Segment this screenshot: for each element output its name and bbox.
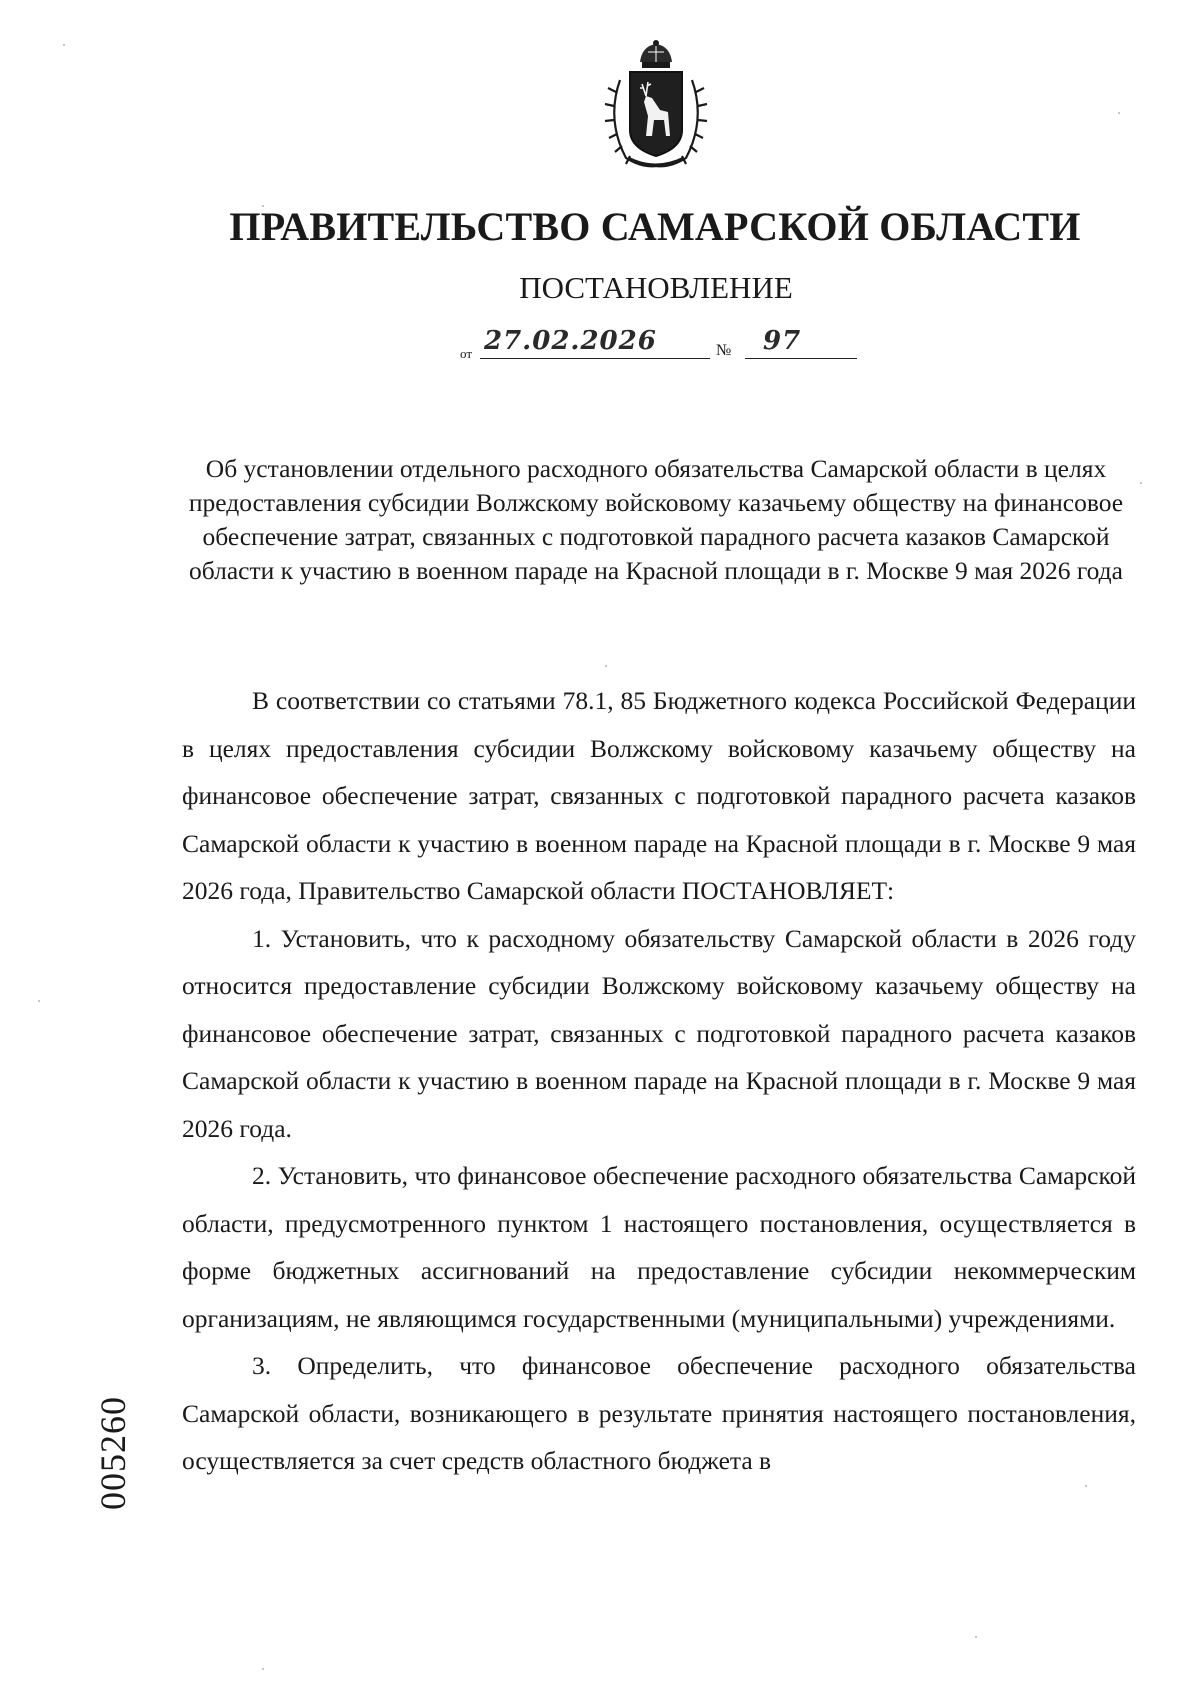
scan-speck [605,665,607,667]
coat-of-arms-emblem [596,40,716,172]
date-field [480,326,710,359]
margin-serial-number: 005260 [93,1396,133,1510]
scan-speck [1118,112,1120,114]
scan-speck [1140,482,1142,484]
body-paragraph: 1. Установить, что к расходному обязательству Самарской области в 2026 году относится предоставление субсидии Волжскому войсковому казачьему обществу на финансовое обеспечение затрат, связанных с подготовкой парадного расчета казаков Самарской области к участию в военном параде на Красной площади в г. Москве 9 мая 2026 года. [182,923,1136,1143]
number-sign: № [716,342,732,359]
crown-icon [640,40,672,68]
number-field [745,326,857,359]
date-and-number-line [460,326,860,366]
organization-title: ПРАВИТЕЛЬСТВО САМАРСКОЙ ОБЛАСТИ [229,204,1081,249]
document-subject: Об установлении отдельного расходного обязательства Самарской области в целях предоставления субсидии Волжскому войсковому казачьему обществу на финансовое обеспечение затрат, связанных с подготовкой парадного расчета казаков Самарской области к участию в военном параде на Красной площади в г. Москве 9 мая 2026 года [188,454,1124,585]
handwritten-date: 27.02.2026 [484,326,657,356]
handwritten-number: 97 [763,326,802,356]
scan-speck [63,44,65,46]
body-paragraph: 2. Установить, что финансовое обеспечение расходного обязательства Самарской области, предусмотренного пунктом 1 настоящего постановления, осуществляется в форме бюджетных ассигнований на предоставление субсидии некоммерческим организациям, не являющимся государственными (муниципальными) учреждениями. [182,1161,1136,1333]
scan-speck [975,1636,977,1638]
date-prefix: от [460,346,473,361]
scan-speck [38,1000,40,1002]
body-paragraph: В соответствии со статьями 78.1, 85 Бюджетного кодекса Российской Федерации в целях предоставления субсидии Волжскому войсковому казачьему обществу на финансовое обеспечение затрат, связанных с подготовкой парадного расчета казаков Самарской области к участию в военном параде на Красной площади в г. Москве 9 мая 2026 года, Правительство Самарской области ПОСТАНОВЛЯЕТ: [182,686,1136,905]
scan-speck [1085,1485,1087,1487]
body-paragraph: 3. Определить, что финансовое обеспечение расходного обязательства Самарской области, возникающего в результате принятия настоящего постановления, осуществляется за счет средств областного бюджета в [182,1351,1136,1475]
scan-speck [262,1668,264,1670]
shield-icon [630,72,682,156]
document-body [182,677,1136,1485]
document-type-heading: ПОСТАНОВЛЕНИЕ [519,270,793,305]
